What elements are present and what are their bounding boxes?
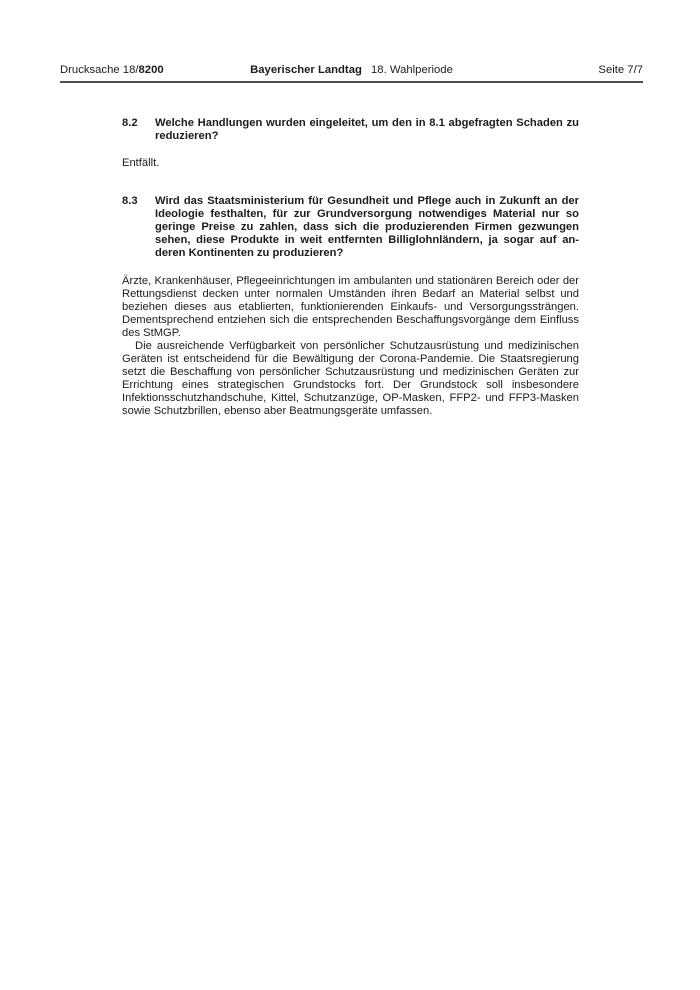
parliament-title: Bayerischer Landtag	[250, 64, 362, 76]
answer-8-3-paragraph-2: Die ausreichende Verfügbarkeit von persönlicher Schutzausrüstung und medizinischen Geräten ist entscheidend für die Bewältigung der Corona-Pandemie. Die Staatsregierung setzt die Beschaffung von persönlicher Schutzausrüstung und medizinischen Geräten zur Errichtung eines strategischen Grundstocks fort. Der Grundstock soll insbesondere Infektionsschutzhandschuhe, Kittel, Schutzanzüge, OP-Masken, FFP2- und FFP3-Masken sowie Schutzbrillen, ebenso aber Beatmungsgeräte umfassen.	[122, 340, 579, 417]
question-8-2	[122, 117, 579, 143]
question-8-3	[122, 195, 579, 260]
page-header	[60, 63, 643, 77]
answer-8-3-paragraph-1: Ärzte, Krankenhäuser, Pflegeeinrichtungen im ambulanten und stationären Bereich oder der Rettungsdienst decken unter normalen Umständen ihren Bedarf an Material selbst und beziehen dieses aus etablierten, funktionierenden Einkaufs- und Versorgungssträngen. Dementsprechend entziehen sich die entsprechenden Beschaffungsvorgänge dem Einfluss des StMGP.	[122, 275, 579, 339]
doc-number	[60, 63, 164, 77]
parliament-heading	[250, 63, 453, 77]
doc-number-value: 8200	[138, 64, 164, 76]
question-8-2-text: Welche Handlungen wurden eingeleitet, um den in 8.1 abgefragten Schaden zu reduzieren?	[155, 117, 579, 142]
header-rule	[60, 81, 643, 83]
answer-8-3	[122, 275, 579, 418]
legislative-period: 18. Wahlperiode	[371, 64, 453, 76]
answer-8-2-text: Entfällt.	[122, 157, 160, 169]
question-8-3-number: 8.3	[122, 195, 138, 207]
document-body	[122, 117, 579, 418]
question-8-3-text: Wird das Staatsministerium für Gesundheit und Pflege auch in Zukunft an der Ideologie festhalten, für zur Grundversorgung notwendiges Material nur so geringe Preise zu zahlen, dass sich die produzierenden Firmen gezwungen sehen, diese Produkte in weit entfernten Billiglohnländern, ja sogar auf anderen Kontinenten zu produzieren?	[155, 195, 579, 259]
page-number: Seite 7/7	[598, 64, 643, 76]
question-8-2-number: 8.2	[122, 117, 138, 129]
doc-number-prefix: Drucksache 18/	[60, 64, 139, 76]
